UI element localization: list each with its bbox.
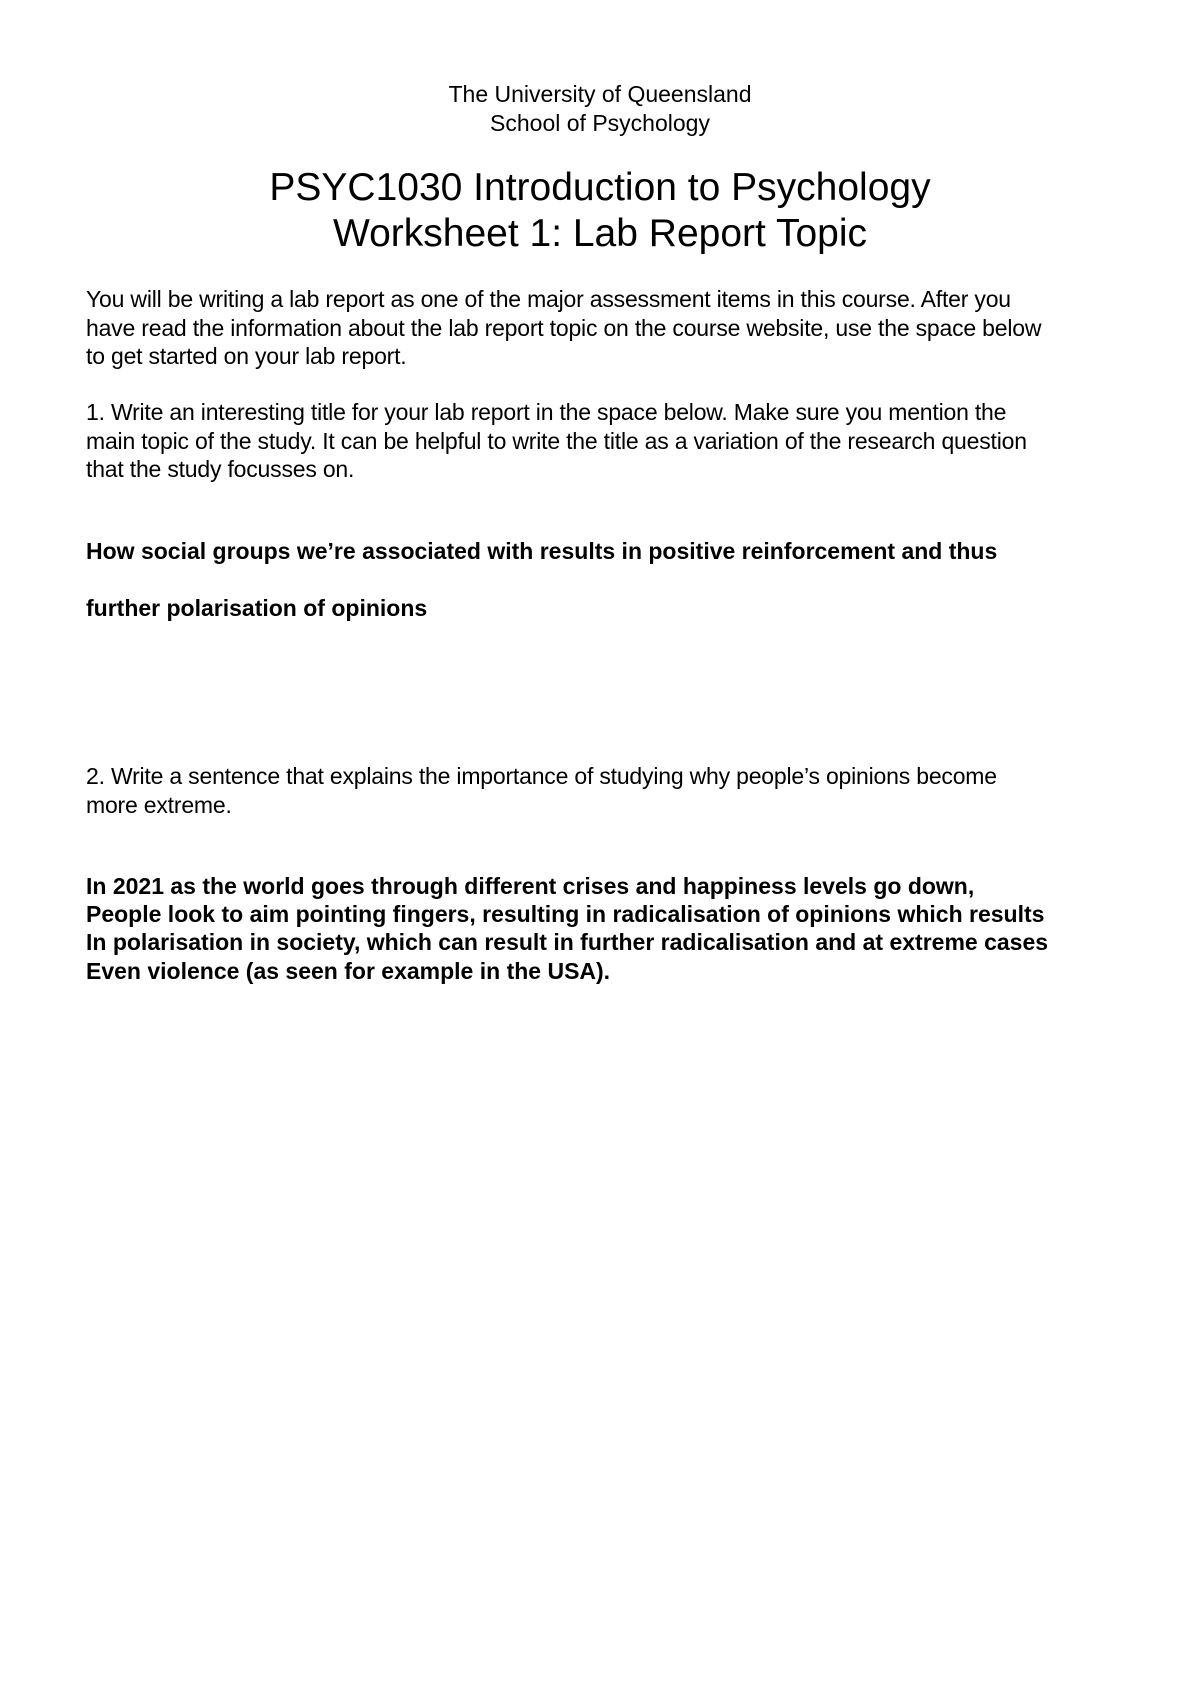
answer-2-line: Even violence (as seen for example in the USA). <box>86 957 611 984</box>
intro-line: have read the information about the lab report topic on the course website, use the space below <box>86 314 1042 341</box>
answer-2 <box>86 872 1126 985</box>
question-1-line: main topic of the study. It can be helpful to write the title as a variation of the research question <box>86 427 1027 454</box>
worksheet-title: Worksheet 1: Lab Report Topic <box>332 212 868 255</box>
answer-2-line: In polarisation in society, which can result in further radicalisation and at extreme cases <box>86 929 1049 956</box>
intro-line: You will be writing a lab report as one of the major assessment items in this course. After you <box>86 286 1011 312</box>
question-2-line: more extreme. <box>86 791 232 818</box>
question-2-line: 2. Write a sentence that explains the importance of studying why people’s opinions become <box>86 763 997 789</box>
question-1 <box>86 398 1126 484</box>
question-1-line: that the study focusses on. <box>86 456 355 482</box>
school-name: School of Psychology <box>490 110 710 136</box>
intro-line: to get started on your lab report. <box>86 343 407 369</box>
university-name: The University of Queensland <box>448 81 752 107</box>
answer-2-line: People look to aim pointing fingers, resulting in radicalisation of opinions which results <box>86 901 1045 928</box>
answer-2-line: In 2021 as the world goes through different crises and happiness levels go down, <box>86 873 975 899</box>
answer-1-line: further polarisation of opinions <box>86 595 428 621</box>
question-1-line: 1. Write an interesting title for your lab report in the space below. Make sure you mention the <box>86 399 1007 425</box>
intro-paragraph <box>86 285 1126 371</box>
answer-1-line: How social groups we’re associated with results in positive reinforcement and thus <box>86 538 998 564</box>
question-2 <box>86 762 1126 819</box>
course-title: PSYC1030 Introduction to Psychology <box>269 166 931 209</box>
